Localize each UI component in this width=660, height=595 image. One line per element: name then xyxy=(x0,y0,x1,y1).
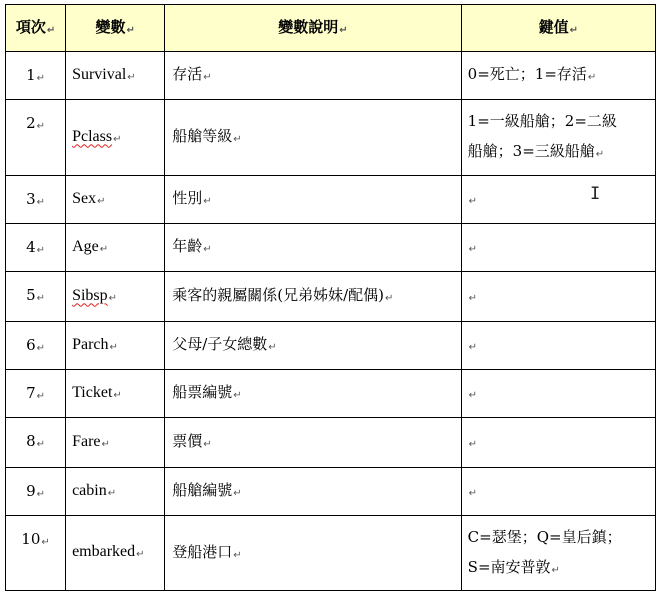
table-row xyxy=(6,272,656,322)
row-key-value: 0=死亡；1=存活↵ xyxy=(461,52,655,100)
header-key-value: 鍵值↵ xyxy=(461,5,655,52)
row-variable: Fare↵ xyxy=(66,418,165,468)
row-index: 5↵ xyxy=(6,272,66,322)
row-variable: cabin↵ xyxy=(66,468,165,516)
row-description: 父母/子女總數↵ xyxy=(165,322,461,370)
table-row xyxy=(6,52,656,100)
row-description: 性別↵ xyxy=(165,176,461,224)
row-description: 船票編號↵ xyxy=(165,370,461,418)
row-key-value: ↵ xyxy=(461,272,655,322)
row-description: 船艙等級↵ xyxy=(165,100,461,176)
row-key-value: C=瑟堡；Q=皇后鎮； S=南安普敦↵ xyxy=(461,516,655,591)
row-variable: Sex↵ xyxy=(66,176,165,224)
row-description: 票價↵ xyxy=(165,418,461,468)
text-cursor-icon: I xyxy=(590,184,601,204)
row-key-value: ↵ xyxy=(461,418,655,468)
row-index: 8↵ xyxy=(6,418,66,468)
table-row xyxy=(6,418,656,468)
table-row xyxy=(6,370,656,418)
row-variable: embarked↵ xyxy=(66,516,165,591)
table-row xyxy=(6,468,656,516)
row-index: 7↵ xyxy=(6,370,66,418)
row-variable: Pclass↵ xyxy=(66,100,165,176)
row-index: 1↵ xyxy=(6,52,66,100)
row-description: 存活↵ xyxy=(165,52,461,100)
row-description: 船艙編號↵ xyxy=(165,468,461,516)
row-description: 年齡↵ xyxy=(165,224,461,272)
row-index: 10↵ xyxy=(6,516,66,591)
row-key-value: 1=一級船艙；2=二級 船艙；3=三級船艙↵ xyxy=(461,100,655,176)
table-row xyxy=(6,516,656,591)
row-variable: Age↵ xyxy=(66,224,165,272)
row-variable: Sibsp↵ xyxy=(66,272,165,322)
row-variable: Ticket↵ xyxy=(66,370,165,418)
table-row xyxy=(6,322,656,370)
row-index: 2↵ xyxy=(6,100,66,176)
row-index: 9↵ xyxy=(6,468,66,516)
table-row xyxy=(6,176,656,224)
row-key-value: ↵ xyxy=(461,322,655,370)
table-row xyxy=(6,224,656,272)
header-description: 變數說明↵ xyxy=(165,5,461,52)
header-index: 項次↵ xyxy=(6,5,66,52)
row-variable: Parch↵ xyxy=(66,322,165,370)
row-key-value: ↵ xyxy=(461,224,655,272)
row-index: 4↵ xyxy=(6,224,66,272)
row-index: 3↵ xyxy=(6,176,66,224)
table-header-row xyxy=(6,5,656,52)
header-variable: 變數↵ xyxy=(66,5,165,52)
row-key-value: ↵ xyxy=(461,468,655,516)
row-description: 乘客的親屬關係(兄弟姊妹/配偶)↵ xyxy=(165,272,461,322)
row-index: 6↵ xyxy=(6,322,66,370)
row-key-value: ↵ xyxy=(461,370,655,418)
row-variable: Survival↵ xyxy=(66,52,165,100)
variable-table xyxy=(5,4,656,591)
table-row xyxy=(6,100,656,176)
row-description: 登船港口↵ xyxy=(165,516,461,591)
row-key-value: ↵ xyxy=(461,176,655,224)
